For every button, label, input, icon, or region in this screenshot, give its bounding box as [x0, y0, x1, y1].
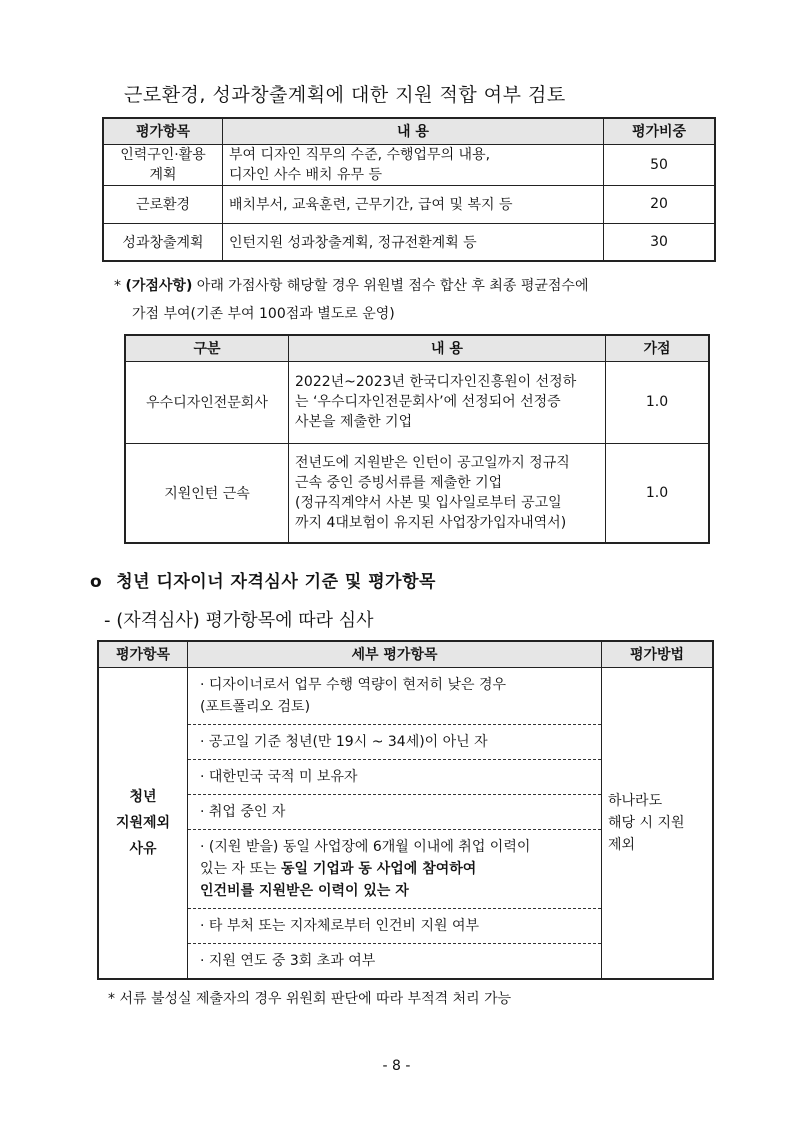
detail-list: [188, 667, 602, 979]
row-content: 부여 디자인 직무의 수준, 수행업무의 내용, 디자인 사수 배치 유무 등: [223, 144, 604, 185]
item-text: · 디자이너로서 업무 수행 역량이 현저히 낮은 경우 (포트폴리오 검토): [200, 676, 507, 715]
item-text: · (지원 받을) 동일 사업장에 6개월 이내에 취업 이력이 있는 자 또는: [200, 838, 531, 877]
row-weight: 30: [604, 223, 716, 261]
item-text: · 지원 연도 중 3회 초과 여부: [200, 952, 376, 969]
note-text-1: 아래 가점사항 해당할 경우 위원별 점수 합산 후 최종 평균점수에: [192, 278, 589, 294]
bonus-note: [114, 276, 724, 296]
qualification-table: [97, 640, 714, 980]
col-header-item: 평가항목: [98, 641, 188, 667]
note-text-2: 가점 부여(기존 부여 100점과 별도로 운영): [132, 306, 395, 322]
row-content: 2022년~2023년 한국디자인진흥원이 선정하 는 ‘우수디자인전문회사’에 선정되어 선정증 사본을 제출한 기업: [289, 361, 606, 443]
col-header-point: 가점: [606, 335, 710, 361]
row-item: 성과창출계획: [103, 223, 223, 261]
table-row: [125, 443, 709, 543]
row-weight: 50: [604, 144, 716, 185]
list-item: [188, 725, 601, 760]
row-point: 1.0: [606, 361, 710, 443]
bonus-table: [124, 334, 710, 544]
col-header-method: 평가방법: [602, 641, 714, 667]
section-title: [90, 567, 436, 592]
item-text: · 취업 중인 자: [200, 803, 286, 820]
list-item: [188, 944, 601, 978]
col-header-weight: 평가비중: [604, 118, 716, 144]
section-bullet: o: [90, 572, 103, 592]
row-item: 우수디자인전문회사: [125, 361, 289, 443]
row-content: 배치부서, 교육훈련, 근무기간, 급여 및 복지 등: [223, 185, 604, 223]
row-item: 지원인턴 근속: [125, 443, 289, 543]
col-header-content: 내 용: [223, 118, 604, 144]
table-row: [103, 144, 715, 185]
item-text: · 타 부처 또는 지자체로부터 인건비 지원 여부: [200, 917, 480, 934]
col-header-item: 평가항목: [103, 118, 223, 144]
item-text: · 공고일 기준 청년(만 19시 ~ 34세)이 아닌 자: [200, 733, 488, 750]
table-row: [103, 185, 715, 223]
col-header-content: 내 용: [289, 335, 606, 361]
row-content: 전년도에 지원받은 인턴이 공고일까지 정규직 근속 중인 증빙서류를 제출한 기업 (정규직계약서 사본 및 입사일로부터 공고일 까지 4대보험이 유지된 사업장가입자내역서): [289, 443, 606, 543]
list-item: [188, 795, 601, 830]
footnote: * 서류 불성실 제출자의 경우 위원회 판단에 따라 부적격 처리 가능: [108, 991, 512, 1007]
list-item: [188, 668, 601, 725]
item-text: · 대한민국 국적 미 보유자: [200, 768, 358, 785]
section-title-text: 청년 디자이너 자격심사 기준 및 평가항목: [116, 572, 436, 592]
evaluation-weight-table: [102, 117, 716, 262]
row-point: 1.0: [606, 443, 710, 543]
col-header-detail: 세부 평가항목: [188, 641, 602, 667]
item-bold-text: 동일 기업과 동 사업에 참여하여 인건비를 지원받은 이력이 있는 자: [200, 860, 477, 899]
subheading: - (자격심사) 평가항목에 따라 심사: [104, 610, 374, 631]
list-item: [188, 760, 601, 795]
row-weight: 20: [604, 185, 716, 223]
list-item: [188, 909, 601, 944]
row-content: 인턴지원 성과창출계획, 정규전환계획 등: [223, 223, 604, 261]
section-heading: 근로환경, 성과창출계획에 대한 지원 적합 여부 검토: [124, 84, 566, 106]
row-item: 근로환경: [103, 185, 223, 223]
table-row: [103, 223, 715, 261]
category-cell: 청년 지원제외 사유: [98, 667, 188, 979]
method-cell: 하나라도 해당 시 지원 제외: [602, 667, 714, 979]
note-mark: *: [114, 278, 121, 294]
note-bold-label: (가점사항): [125, 278, 193, 294]
table-row: [125, 361, 709, 443]
list-item: [188, 830, 601, 909]
row-item: 인력구인·활용 계획: [103, 144, 223, 185]
col-header-category: 구분: [125, 335, 289, 361]
page-number: - 8 -: [382, 1058, 411, 1074]
